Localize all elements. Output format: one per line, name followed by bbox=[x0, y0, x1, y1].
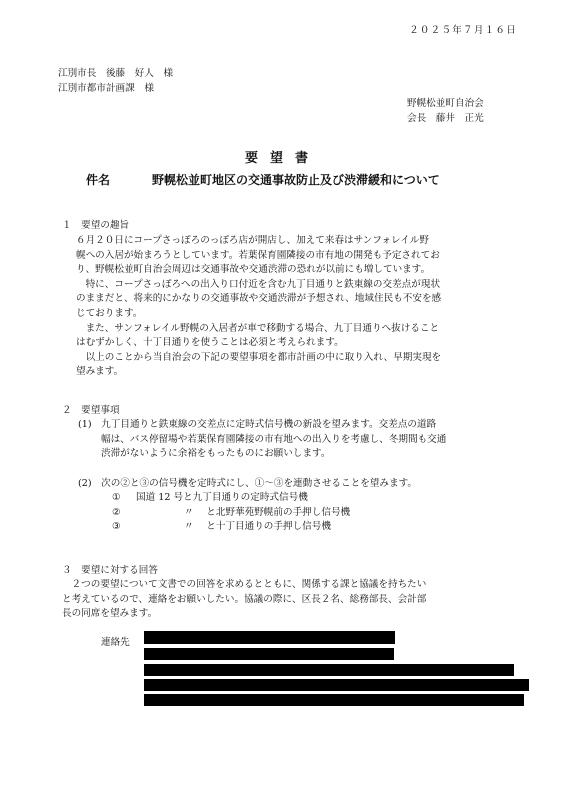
signal-text: 〃 と十丁目通りの手押し信号機 bbox=[184, 521, 331, 533]
signal-text: 〃 と北野華苑野幌前の手押し信号機 bbox=[184, 506, 351, 518]
section-3-heading: ３ 要望に対する回答 bbox=[62, 565, 158, 576]
signal-list bbox=[112, 491, 350, 535]
section-1-line: り、野幌松並町自治会周辺は交通事故や交通渋滞の恐れが以前にも増しています。 bbox=[76, 264, 431, 276]
signal-text: 国道 12 号と九丁目通りの定時式信号機 bbox=[136, 492, 308, 503]
signal-item-2 bbox=[112, 506, 350, 521]
document-title: 要望書 bbox=[244, 151, 320, 166]
recipient-planning-division: 江別市都市計画課 様 bbox=[58, 83, 154, 94]
request-item-1-line: (1) 九丁目通りと鉄東線の交差点に定時式信号機の新設を望みます。交差点の道路 bbox=[78, 419, 437, 430]
section-1-line: 幌への入居が始まろうとしています。若葉保育園隣接の市有地の開発も予定されてお bbox=[76, 249, 440, 261]
redaction-bar bbox=[144, 694, 524, 706]
redaction-bar bbox=[144, 664, 514, 676]
section-1-heading: １ 要望の趣旨 bbox=[62, 220, 130, 231]
sender-organization: 野幌松並町自治会 bbox=[407, 98, 484, 109]
section-2-heading: ２ 要望事項 bbox=[62, 405, 120, 416]
recipient-mayor: 江別市長 後藤 好人 様 bbox=[58, 68, 174, 79]
section-1-line: じております。 bbox=[76, 307, 143, 319]
sender-name: 会長 藤井 正光 bbox=[407, 113, 484, 124]
document-date: ２０２５年７月１６日 bbox=[409, 25, 517, 36]
section-1-line: のままだと、将来的にかなりの交通事故や交通渋滞が予想され、地域住民も不安を感 bbox=[76, 293, 442, 305]
section-1-line: また、サンフォレイル野幌の入居者が車で移動する場合、九丁目通りへ抜けること bbox=[76, 322, 440, 334]
subject-label: 件名 bbox=[86, 173, 111, 187]
section-1-line: 以上のことから当自治会の下記の要望事項を都市計画の中に取り入れ、早期実現を bbox=[76, 351, 442, 363]
request-item-1-line: 幅は、バス停留場や若葉保育園隣接の市有地への出入りを考慮し、冬期間も交通 bbox=[101, 433, 447, 445]
signal-item-3 bbox=[112, 520, 350, 535]
request-item-1 bbox=[78, 418, 446, 462]
section-3-line: と考えているので、連絡をお願いしたい。協議の際に、区長２名、総務部長、会計部 bbox=[62, 593, 427, 605]
section-3-line: ２つの要望について文書での回答を求めるとともに、関係する課と協議を持ちたい bbox=[62, 579, 427, 590]
redaction-bar bbox=[144, 679, 529, 691]
section-1-line: 望みます。 bbox=[76, 366, 124, 378]
section-3-line: 長の同席を望みます。 bbox=[62, 608, 158, 620]
section-1-line: 特に、コープさっぽろへの出入り口付近を含む九丁目通りと鉄東線の交差点が現状 bbox=[76, 278, 441, 290]
redaction-bar bbox=[144, 648, 394, 660]
signal-number: ① bbox=[112, 492, 121, 503]
signal-number: ③ bbox=[112, 521, 121, 533]
section-1-line: ６月２０日にコープさっぽろのっぽろ店が開店し、加えて来春はサンフォレイル野 bbox=[76, 235, 429, 246]
section-1-line: はむずかしく、十丁目通りを使うことは必須と考えられます。 bbox=[76, 337, 344, 349]
redaction-bar bbox=[144, 631, 395, 644]
request-item-2: (2) 次の②と③の信号機を定時式にし、①～③を連動させることを望みます。 bbox=[78, 478, 418, 489]
subject-text: 野幌松並町地区の交通事故防止及び渋滞緩和について bbox=[152, 173, 440, 187]
signal-item-1 bbox=[112, 491, 350, 506]
contact-label: 連絡先 bbox=[101, 637, 130, 648]
request-item-1-line: 渋滞がないように余裕をもったものにお願いします。 bbox=[101, 448, 331, 460]
subject-line bbox=[86, 173, 440, 188]
section-1-body bbox=[76, 234, 441, 380]
signal-number: ② bbox=[112, 506, 121, 518]
section-3-body bbox=[62, 578, 426, 622]
